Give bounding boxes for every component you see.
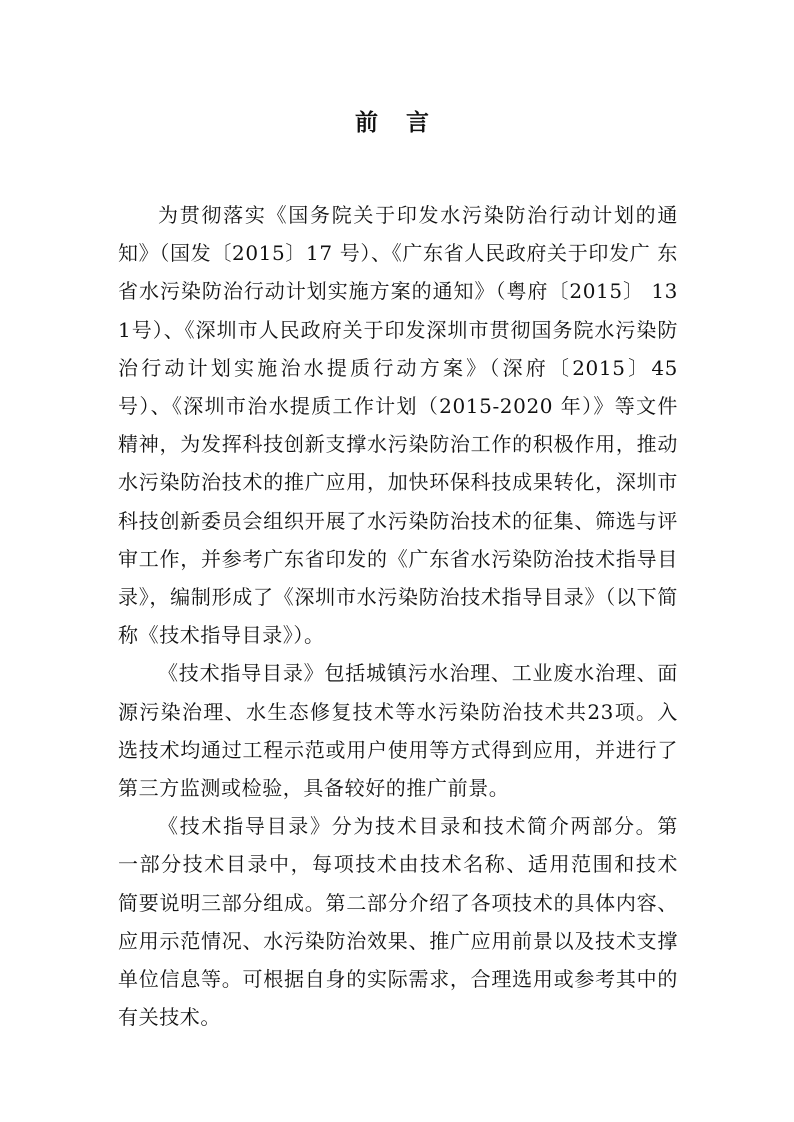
paragraph-structure: 《技术指导目录》分为技术目录和技术简介两部分。第 一部分技术目录中，每项技术由技术名称、适用范围和技术 简要说明三部分组成。第二部分介绍了各项技术的具体内容、应用示范情况、水污染防治效果、推广应用前景以及技术支撑单位信息等。可根据自身的实际需求，合理选用或参考其中的有关技术。 (118, 814, 678, 1030)
page-title: 前 言 (354, 109, 439, 136)
body-text (118, 196, 678, 1036)
paragraph-purpose: 为贯彻落实《国务院关于印发水污染防治行动计划的通 知》（国发〔2015〕17 号）、《广东省人民政府关于印发广 东省水污染防治行动计划实施方案的通知》（粤府〔2015〕 131号）、《深圳市人民政府关于印发深圳市贯彻国务院水污染防治行动计划实施治水提质行动方案》（深府〔2015〕45 号）、《深圳市治水提质工作计划（2015-2020 年）》等文件精神，为发挥科技创新支撑水污染防治工作的积极作用，推动水污染防治技术的推广应用，加快环保科技成果转化，深圳市科技创新委员会组织开展了水污染防治技术的征集、筛选与评审工作，并参考广东省印发的《广东省水污染防治技术指导目录》，编制形成了《深圳市水污染防治技术指导目录》（以下简称《技术指导目录》）。 (118, 203, 678, 648)
paragraph-scope: 《技术指导目录》包括城镇污水治理、工业废水治理、面源污染治理、水生态修复技术等水污染防治技术共23项。入选技术均通过工程示范或用户使用等方式得到应用，并进行了第三方监测或检验，具备较好的推广前景。 (118, 661, 678, 801)
